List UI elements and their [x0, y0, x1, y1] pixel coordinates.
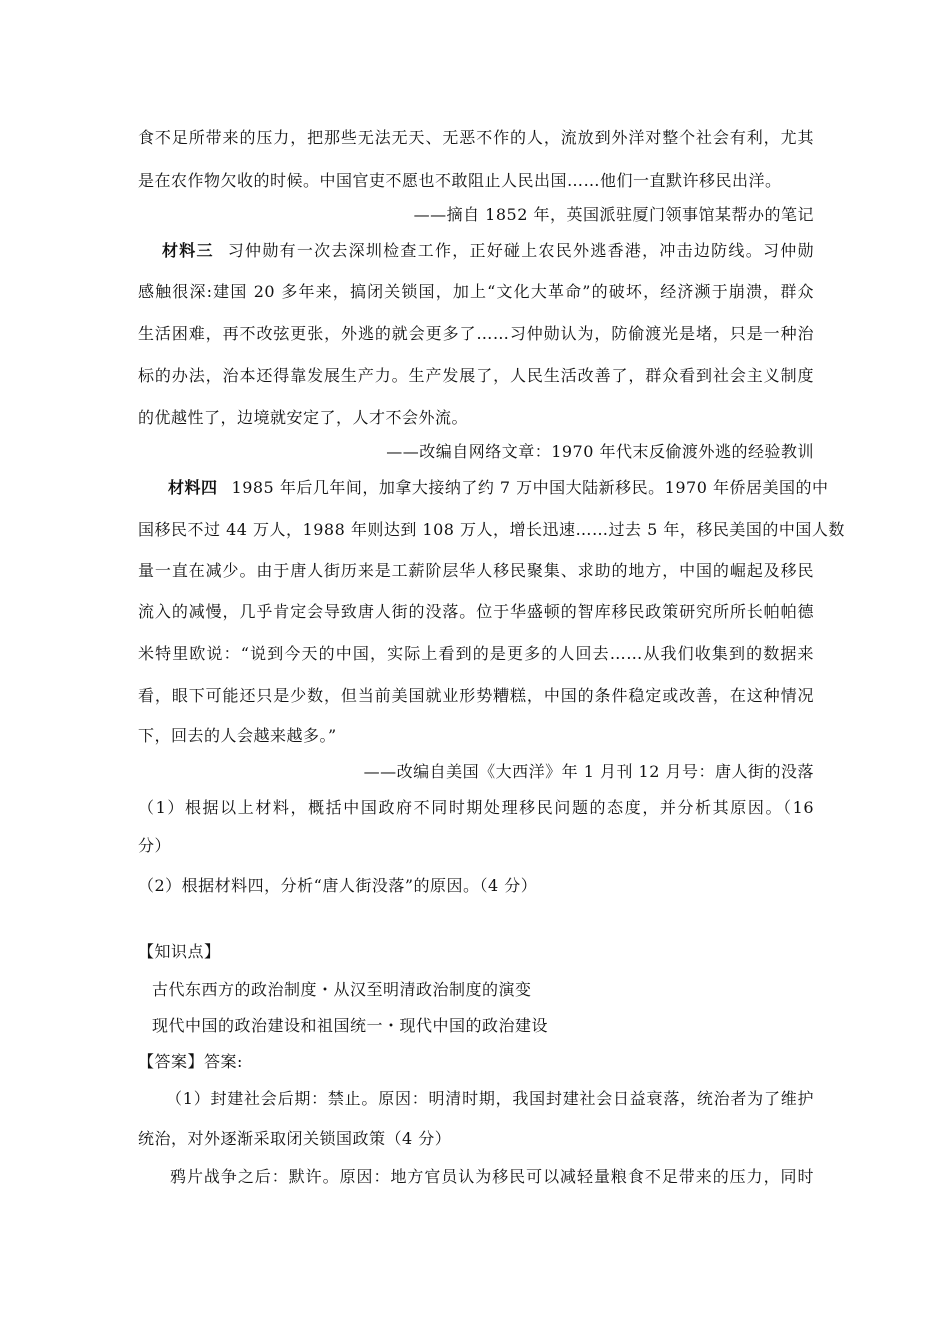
material2-line-2: 是在农作物欠收的时候。中国官吏不愿也不敢阻止人民出国……他们一直默许移民出洋。: [138, 171, 782, 190]
question-2: （2）根据材料四，分析“唐人街没落”的原因。（4 分）: [138, 876, 538, 895]
material3-first-text: 习仲勋有一次去深圳检查工作，正好碰上农民外逃香港，冲击边防线。习仲勋: [227, 241, 814, 260]
material3-source: ——改编自网络文章：1970 年代末反偷渡外逃的经验教训: [386, 442, 814, 461]
knowledge-item-1: 古代东西方的政治制度・从汉至明清政治制度的演变: [152, 980, 532, 999]
material4-line-2: 国移民不过 44 万人，1988 年则达到 108 万人，增长迅速……过去 5 年，移民美国的中国人数: [138, 520, 845, 539]
material4-line-5: 米特里欧说：“说到今天的中国，实际上看到的是更多的人回去……从我们收集到的数据来: [138, 644, 814, 663]
material2-source: ——摘自 1852 年，英国派驻厦门领事馆某帮办的笔记: [413, 205, 814, 224]
answer-line-2: 统治，对外逐渐采取闭关锁国政策（4 分）: [138, 1129, 452, 1148]
material3-line-5: 的优越性了，边境就安定了，人才不会外流。: [138, 408, 469, 427]
material3-line-4: 标的办法，治本还得靠发展生产力。生产发展了，人民生活改善了，群众看到社会主义制度: [138, 366, 814, 385]
knowledge-item-2: 现代中国的政治建设和祖国统一・现代中国的政治建设: [152, 1016, 549, 1035]
knowledge-heading: 【知识点】: [138, 942, 221, 961]
material4-line-3: 量一直在减少。由于唐人街历来是工薪阶层华人移民聚集、求助的地方，中国的崛起及移民: [138, 561, 814, 580]
question-1-line-1: （1）根据以上材料，概括中国政府不同时期处理移民问题的态度，并分析其原因。（16: [138, 798, 814, 817]
question-1-line-2: 分）: [138, 836, 172, 855]
answer-heading-suffix: 答案:: [204, 1052, 243, 1071]
answer-line-3: 鸦片战争之后：默许。原因：地方官员认为移民可以减轻量粮食不足带来的压力，同时: [170, 1167, 814, 1186]
material4-first-line: [138, 478, 829, 498]
material2-line-1: 食不足所带来的压力，把那些无法无天、无恶不作的人，流放到外洋对整个社会有利，尤其: [138, 128, 814, 147]
answer-line-1: （1）封建社会后期：禁止。原因：明清时期，我国封建社会日益衰落，统治者为了维护: [166, 1089, 814, 1108]
answer-heading-row: [138, 1052, 814, 1072]
material3-line-2: 感触很深:建国 20 多年来，搞闭关锁国，加上“文化大革命”的破坏，经济濒于崩溃，群众: [138, 282, 814, 301]
material4-line-7: 下，回去的人会越来越多。”: [138, 726, 337, 745]
material4-label: 材料四: [168, 478, 218, 497]
material3-first-line: [138, 241, 814, 261]
material3-line-3: 生活困难，再不改弦更张，外逃的就会更多了……习仲勋认为，防偷渡光是堵，只是一种治: [138, 324, 814, 343]
material4-source: ——改编自美国《大西洋》年 1 月刊 12 月号：唐人街的没落: [363, 762, 814, 781]
material3-label: 材料三: [162, 241, 214, 260]
material4-line-6: 看，眼下可能还只是少数，但当前美国就业形势糟糕，中国的条件稳定或改善，在这种情况: [138, 686, 814, 705]
material4-first-text: 1985 年后几年间，加拿大接纳了约 7 万中国大陆新移民。1970 年侨居美国的中: [231, 478, 829, 497]
material4-line-4: 流入的减慢，几乎肯定会导致唐人街的没落。位于华盛顿的智库移民政策研究所所长帕帕德: [138, 602, 814, 621]
answer-heading: 【答案】: [138, 1052, 205, 1071]
